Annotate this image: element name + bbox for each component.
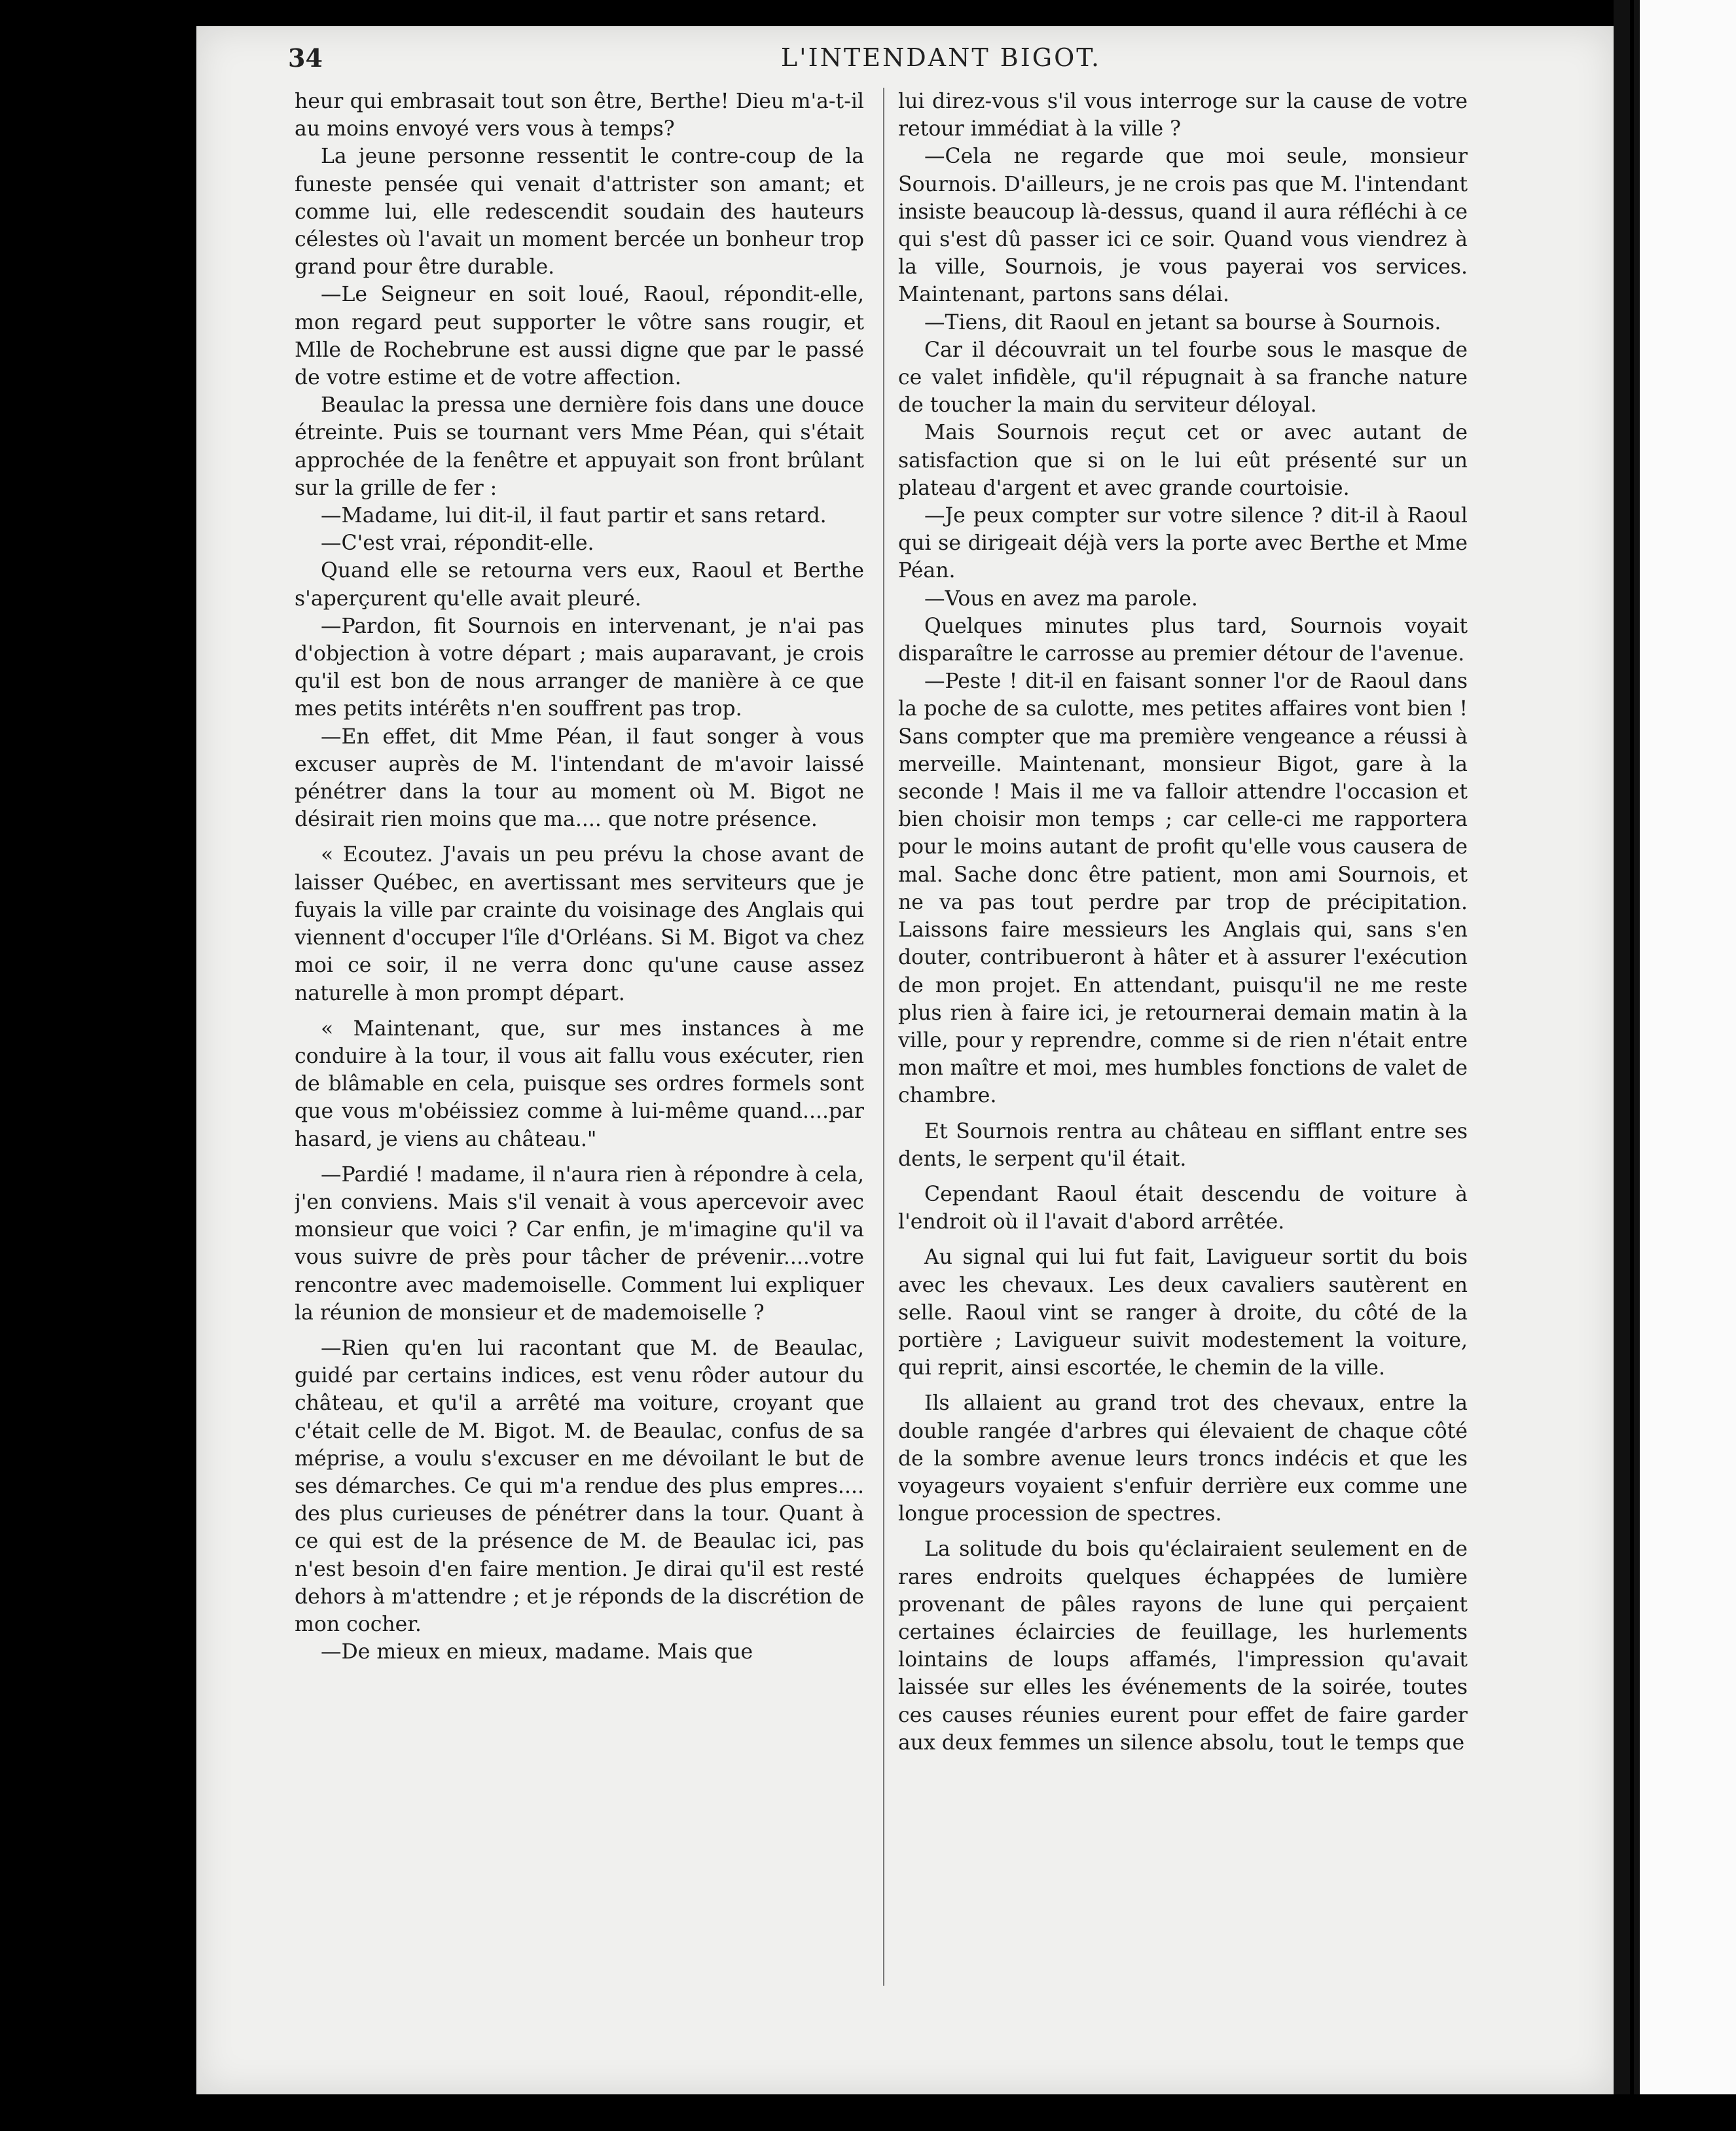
page-edge [1614,0,1640,2131]
paragraph: —En effet, dit Mme Péan, il faut songer à vous excuser auprès de M. l'intendant de m'avoir laissé pénétrer dans la tour au moment où M. Bigot ne désirait rien moins que ma.... que notre présence. [295,725,864,832]
paragraph: —De mieux en mieux, madame. Mais que [321,1640,753,1664]
paragraph: Beaulac la pressa une dernière fois dans une douce étreinte. Puis se tournant vers Mme Péan, qui s'était approchée de la fenêtre et appuyait son front brûlant sur la grille de fer : [295,393,864,500]
paragraph: —Pardié ! madame, il n'aura rien à répondre à cela, j'en conviens. Mais s'il venait à vous apercevoir avec monsieur que voici ? Car enfin, je m'imagine qu'il va vous suivre de près pour tâcher de prévenir....votre rencontre avec mademoiselle. Comment lui expliquer la réunion de monsieur et de mademoiselle ? [295,1162,864,1325]
paragraph: lui direz-vous s'il vous interroge sur la cause de votre retour immédiat à la ville ? [898,90,1468,141]
paragraph: —Tiens, dit Raoul en jetant sa bourse à Sournois. [924,310,1441,334]
paragraph: —Peste ! dit-il en faisant sonner l'or de Raoul dans la poche de sa culotte, mes petites affaires vont bien ! Sans compter que ma première vengeance a réussi à merveille. Maintenant, monsieur Bigot, gare à la seconde ! Mais il me va falloir attendre l'occasion et bien choisir mon temps ; car celle-ci me rapportera pour le moins autant de profit qu'elle vous causera de mal. Sache donc être patient, mon ami Sournois, et ne va pas tout perdre par trop de précipitation. Laissons faire messieurs les Anglais qui, sans s'en douter, contribueront à hâter et à assurer l'exécution de mon projet. En attendant, puisqu'il ne me reste plus rien à faire ici, je retournerai demain matin à la ville, pour y reprendre, comme si de rien n'était entre mon maître et moi, mes humbles fonctions de valet de chambre. [898,670,1468,1108]
paragraph: heur qui embrasait tout son être, Berthe! Dieu m'a-t-il au moins envoyé vers vous à temps? [295,90,864,141]
paragraph: Et Sournois rentra au château en sifflant entre ses dents, le serpent qu'il était. [898,1119,1468,1171]
right-column [898,88,1468,1999]
paragraph: Ils allaient au grand trot des chevaux, entre la double rangée d'arbres qui élevaient de chaque côté de la sombre avenue leurs troncs indécis et que les voyageurs voyaient s'enfuir derrière eux comme une longue procession de spectres. [898,1391,1468,1526]
paragraph: Mais Sournois reçut cet or avec autant de satisfaction que si on le lui eût présenté sur un plateau d'argent et avec grande courtoisie. [898,421,1468,500]
paragraph: —Je peux compter sur votre silence ? dit-il à Raoul qui se dirigeait déjà vers la porte avec Berthe et Mme Péan. [898,504,1468,583]
paragraph: —Cela ne regarde que moi seule, monsieur Sournois. D'ailleurs, je ne crois pas que M. l'intendant insiste beaucoup là-dessus, quand il aura réfléchi à ce qui s'est dû passer ici ce soir. Quand vous viendrez à la ville, Sournois, je vous payerai vos services. Maintenant, partons sans délai. [898,145,1468,307]
paragraph: —Vous en avez ma parole. [924,586,1198,611]
paragraph: Quand elle se retourna vers eux, Raoul et Berthe s'aperçurent qu'elle avait pleuré. [295,559,864,611]
paragraph: —Madame, lui dit-il, il faut partir et sans retard. [321,504,827,528]
paragraph: Cependant Raoul était descendu de voiture à l'endroit où il l'avait d'abord arrêtée. [898,1182,1468,1234]
page-header [288,43,1594,82]
gutter-line [1630,0,1634,2131]
paragraph: « Maintenant, que, sur mes instances à me conduire à la tour, il vous ait fallu vous exécuter, rien de blâmable en cela, puisque ses ordres formels sont que vous m'obéissiez comme à lui-même quand....par hasard, je viens au château." [295,1016,864,1151]
paragraph: —C'est vrai, répondit-elle. [321,531,594,556]
paragraph: —Le Seigneur en soit loué, Raoul, répondit-elle, mon regard peut supporter le vôtre sans rougir, et Mlle de Rochebrune est aussi digne que par le passé de votre estime et de votre affection. [295,283,864,390]
column-divider [883,88,884,1986]
scan-border-bottom [0,2094,1736,2131]
paragraph: Car il découvrait un tel fourbe sous le masque de ce valet infidèle, qu'il répugnait à sa franche nature de toucher la main du serviteur déloyal. [898,338,1468,418]
paragraph: La solitude du bois qu'éclairaient seulement en de rares endroits quelques échappées de lumière provenant de pâles rayons de lune qui perçaient certaines éclaircies de feuillage, les hurlements lointains de loups affamés, l'impression qu'avait laissée sur elles les événements de la soirée, toutes ces causes réunies eurent pour effet de faire garder aux deux femmes un silence absolu, tout le temps que [898,1537,1468,1755]
page-number: 34 [288,43,323,73]
scan-border-left [0,0,196,2131]
paragraph: —Pardon, fit Sournois en intervenant, je n'ai pas d'objection à votre départ ; mais auparavant, je crois qu'il est bon de nous arranger de manière à ce que mes petits intérêts n'en souffrent pas trop. [295,614,864,721]
running-title: L'INTENDANT BIGOT. [780,43,1102,72]
paragraph: La jeune personne ressentit le contre-coup de la funeste pensée qui venait d'attrister son amant; et comme lui, elle redescendit soudain des hauteurs célestes où l'avait un moment bercée un bonheur trop grand pour être durable. [295,145,864,279]
facing-page-strip [1640,0,1736,2131]
paragraph: Au signal qui lui fut fait, Lavigueur sortit du bois avec les chevaux. Les deux cavaliers sautèrent en selle. Raoul vint se ranger à droite, du côté de la portière ; Lavigueur suivit modestement la voiture, qui reprit, ainsi escortée, le chemin de la ville. [898,1245,1468,1380]
scan-border-top [0,0,1736,26]
paragraph: Quelques minutes plus tard, Sournois voyait disparaître le carrosse au premier détour de l'avenue. [898,614,1468,666]
paragraph: —Rien qu'en lui racontant que M. de Beaulac, guidé par certains indices, est venu rôder autour du château, et qu'il a arrêté ma voiture, croyant que c'était celle de M. Bigot. M. de Beaulac, confus de sa méprise, a voulu s'excuser en me dévoilant le but de ses démarches. Ce qui m'a rendue des plus empres.... des plus curieuses de pénétrer dans la tour. Quant à ce qui est de la présence de M. de Beaulac ici, pas n'est besoin d'en faire mention. Je dirai qu'il est resté dehors à m'attendre ; et je réponds de la discrétion de mon cocher. [295,1336,864,1636]
left-column [295,88,864,1999]
paragraph: « Ecoutez. J'avais un peu prévu la chose avant de laisser Québec, en avertissant mes serviteurs que je fuyais la ville par crainte du voisinage des Anglais qui viennent d'occuper l'île d'Orléans. Si M. Bigot va chez moi ce soir, il ne verra donc qu'une cause assez naturelle à mon prompt départ. [295,843,864,1005]
